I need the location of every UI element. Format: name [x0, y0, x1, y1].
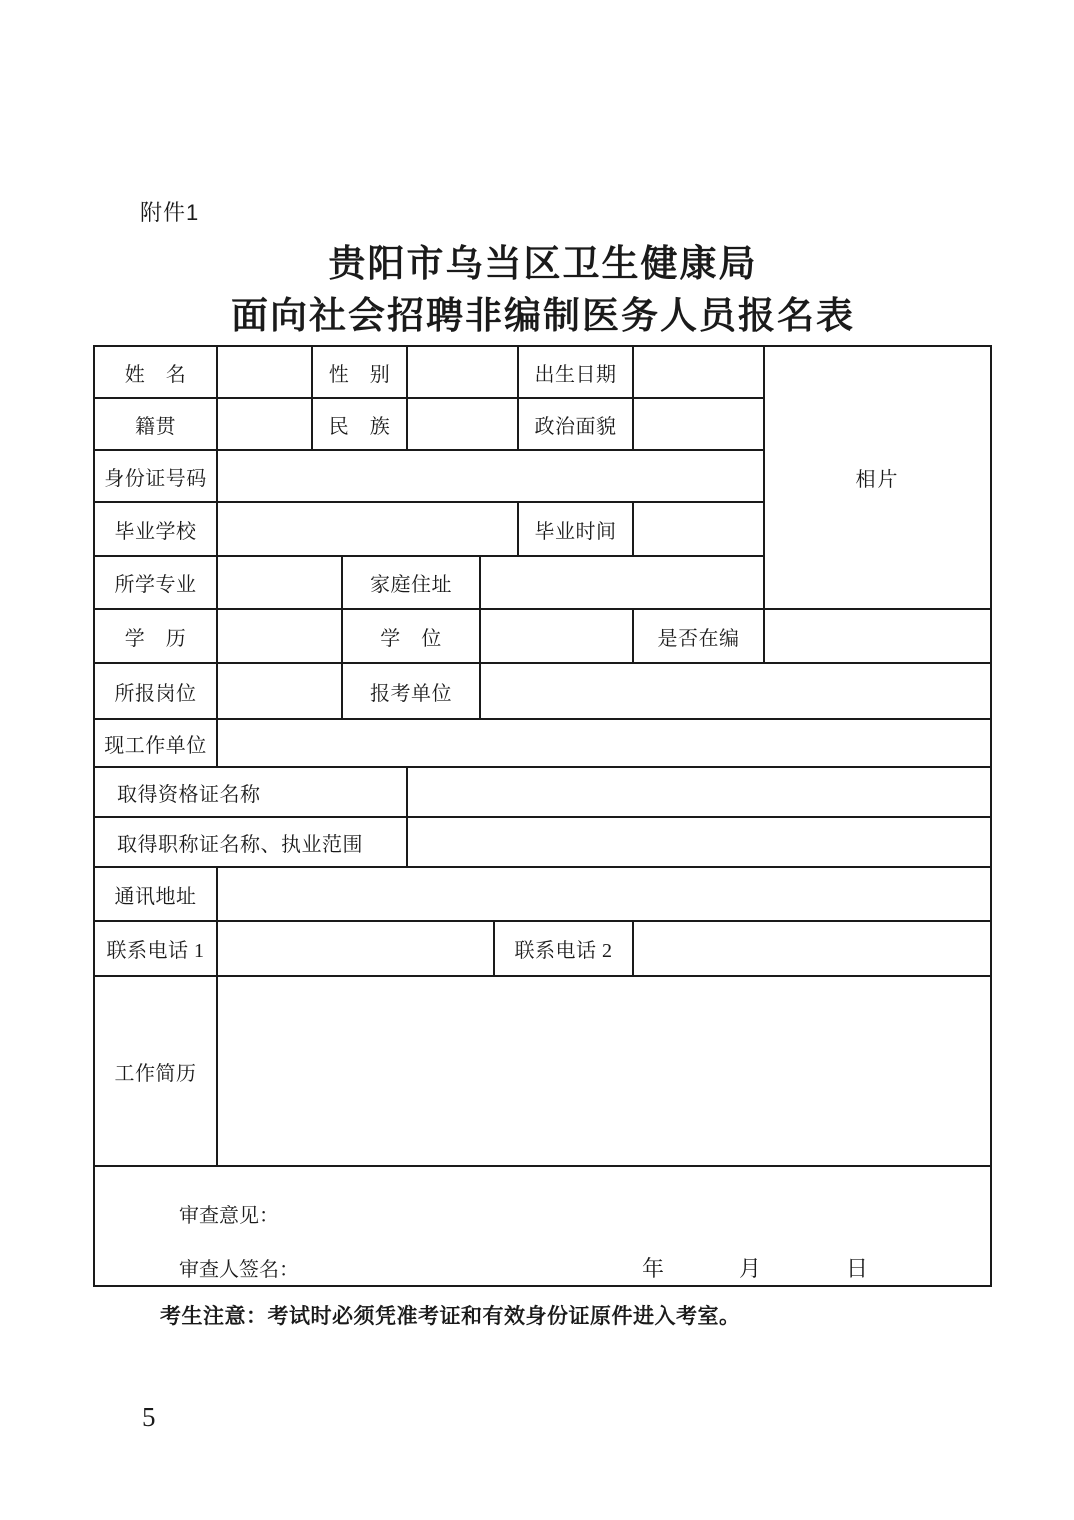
unit-applied-label: 报考单位 — [342, 663, 480, 719]
qualification-cert-label: 取得资格证名称 — [94, 767, 407, 817]
candidate-notice: 考生注意：考试时必须凭准考证和有效身份证原件进入考室。 — [160, 1305, 741, 1328]
review-opinion-label: 审查意见： — [179, 1205, 279, 1227]
ethnicity-label: 民 族 — [312, 398, 407, 450]
gender-value-cell — [407, 346, 518, 398]
photo-label: 相片 — [764, 346, 991, 609]
month-label: 月 — [739, 1256, 762, 1281]
table-row — [94, 976, 991, 1166]
table-row — [94, 767, 991, 817]
major-label: 所学专业 — [94, 556, 217, 609]
home-address-label: 家庭住址 — [342, 556, 480, 609]
title-cert-value-cell — [407, 817, 991, 867]
name-value-cell — [217, 346, 312, 398]
name-label: 姓 名 — [94, 346, 217, 398]
major-value-cell — [217, 556, 342, 609]
table-row — [94, 921, 991, 976]
native-place-label: 籍贯 — [94, 398, 217, 450]
political-status-value-cell — [633, 398, 764, 450]
school-value-cell — [217, 502, 518, 556]
form-title-line2: 面向社会招聘非编制医务人员报名表 — [231, 295, 855, 336]
application-form-table — [93, 345, 992, 1287]
page-number: 5 — [142, 1402, 156, 1432]
table-row — [94, 609, 991, 663]
in-establishment-label: 是否在编 — [633, 609, 764, 663]
education-label: 学 历 — [94, 609, 217, 663]
table-row — [94, 719, 991, 767]
graduation-time-value-cell — [633, 502, 764, 556]
degree-value-cell — [480, 609, 633, 663]
unit-applied-value-cell — [480, 663, 991, 719]
political-status-label: 政治面貌 — [518, 398, 633, 450]
table-row — [94, 867, 991, 921]
year-label: 年 — [642, 1256, 665, 1281]
id-number-label: 身份证号码 — [94, 450, 217, 502]
qualification-cert-value-cell — [407, 767, 991, 817]
native-place-value-cell — [217, 398, 312, 450]
table-row — [94, 663, 991, 719]
date-line — [304, 1256, 869, 1281]
attachment-label: 附件1 — [140, 200, 200, 225]
review-section-cell — [94, 1166, 991, 1286]
birth-date-value-cell — [633, 346, 764, 398]
current-employer-value-cell — [217, 719, 991, 767]
id-number-value-cell — [217, 450, 764, 502]
phone1-label: 联系电话 1 — [94, 921, 217, 976]
form-title — [43, 238, 1043, 342]
mailing-address-label: 通讯地址 — [94, 867, 217, 921]
birth-date-label: 出生日期 — [518, 346, 633, 398]
reviewer-signature-label: 审查人签名： — [179, 1259, 299, 1281]
degree-label: 学 位 — [342, 609, 480, 663]
phone2-label: 联系电话 2 — [494, 921, 633, 976]
table-row — [94, 346, 991, 398]
work-resume-label: 工作简历 — [94, 976, 217, 1166]
title-cert-label: 取得职称证名称、执业范围 — [94, 817, 407, 867]
school-label: 毕业学校 — [94, 502, 217, 556]
phone2-value-cell — [633, 921, 991, 976]
education-value-cell — [217, 609, 342, 663]
home-address-value-cell — [480, 556, 764, 609]
position-applied-label: 所报岗位 — [94, 663, 217, 719]
ethnicity-value-cell — [407, 398, 518, 450]
in-establishment-value-cell — [764, 609, 991, 663]
mailing-address-value-cell — [217, 867, 991, 921]
day-label: 日 — [846, 1256, 869, 1281]
phone1-value-cell — [217, 921, 494, 976]
gender-label: 性 别 — [312, 346, 407, 398]
review-section — [95, 1169, 990, 1283]
form-title-line1: 贵阳市乌当区卫生健康局 — [328, 243, 758, 284]
graduation-time-label: 毕业时间 — [518, 502, 633, 556]
current-employer-label: 现工作单位 — [94, 719, 217, 767]
work-resume-value-cell — [217, 976, 991, 1166]
position-applied-value-cell — [217, 663, 342, 719]
table-row — [94, 817, 991, 867]
table-row — [94, 1166, 991, 1286]
